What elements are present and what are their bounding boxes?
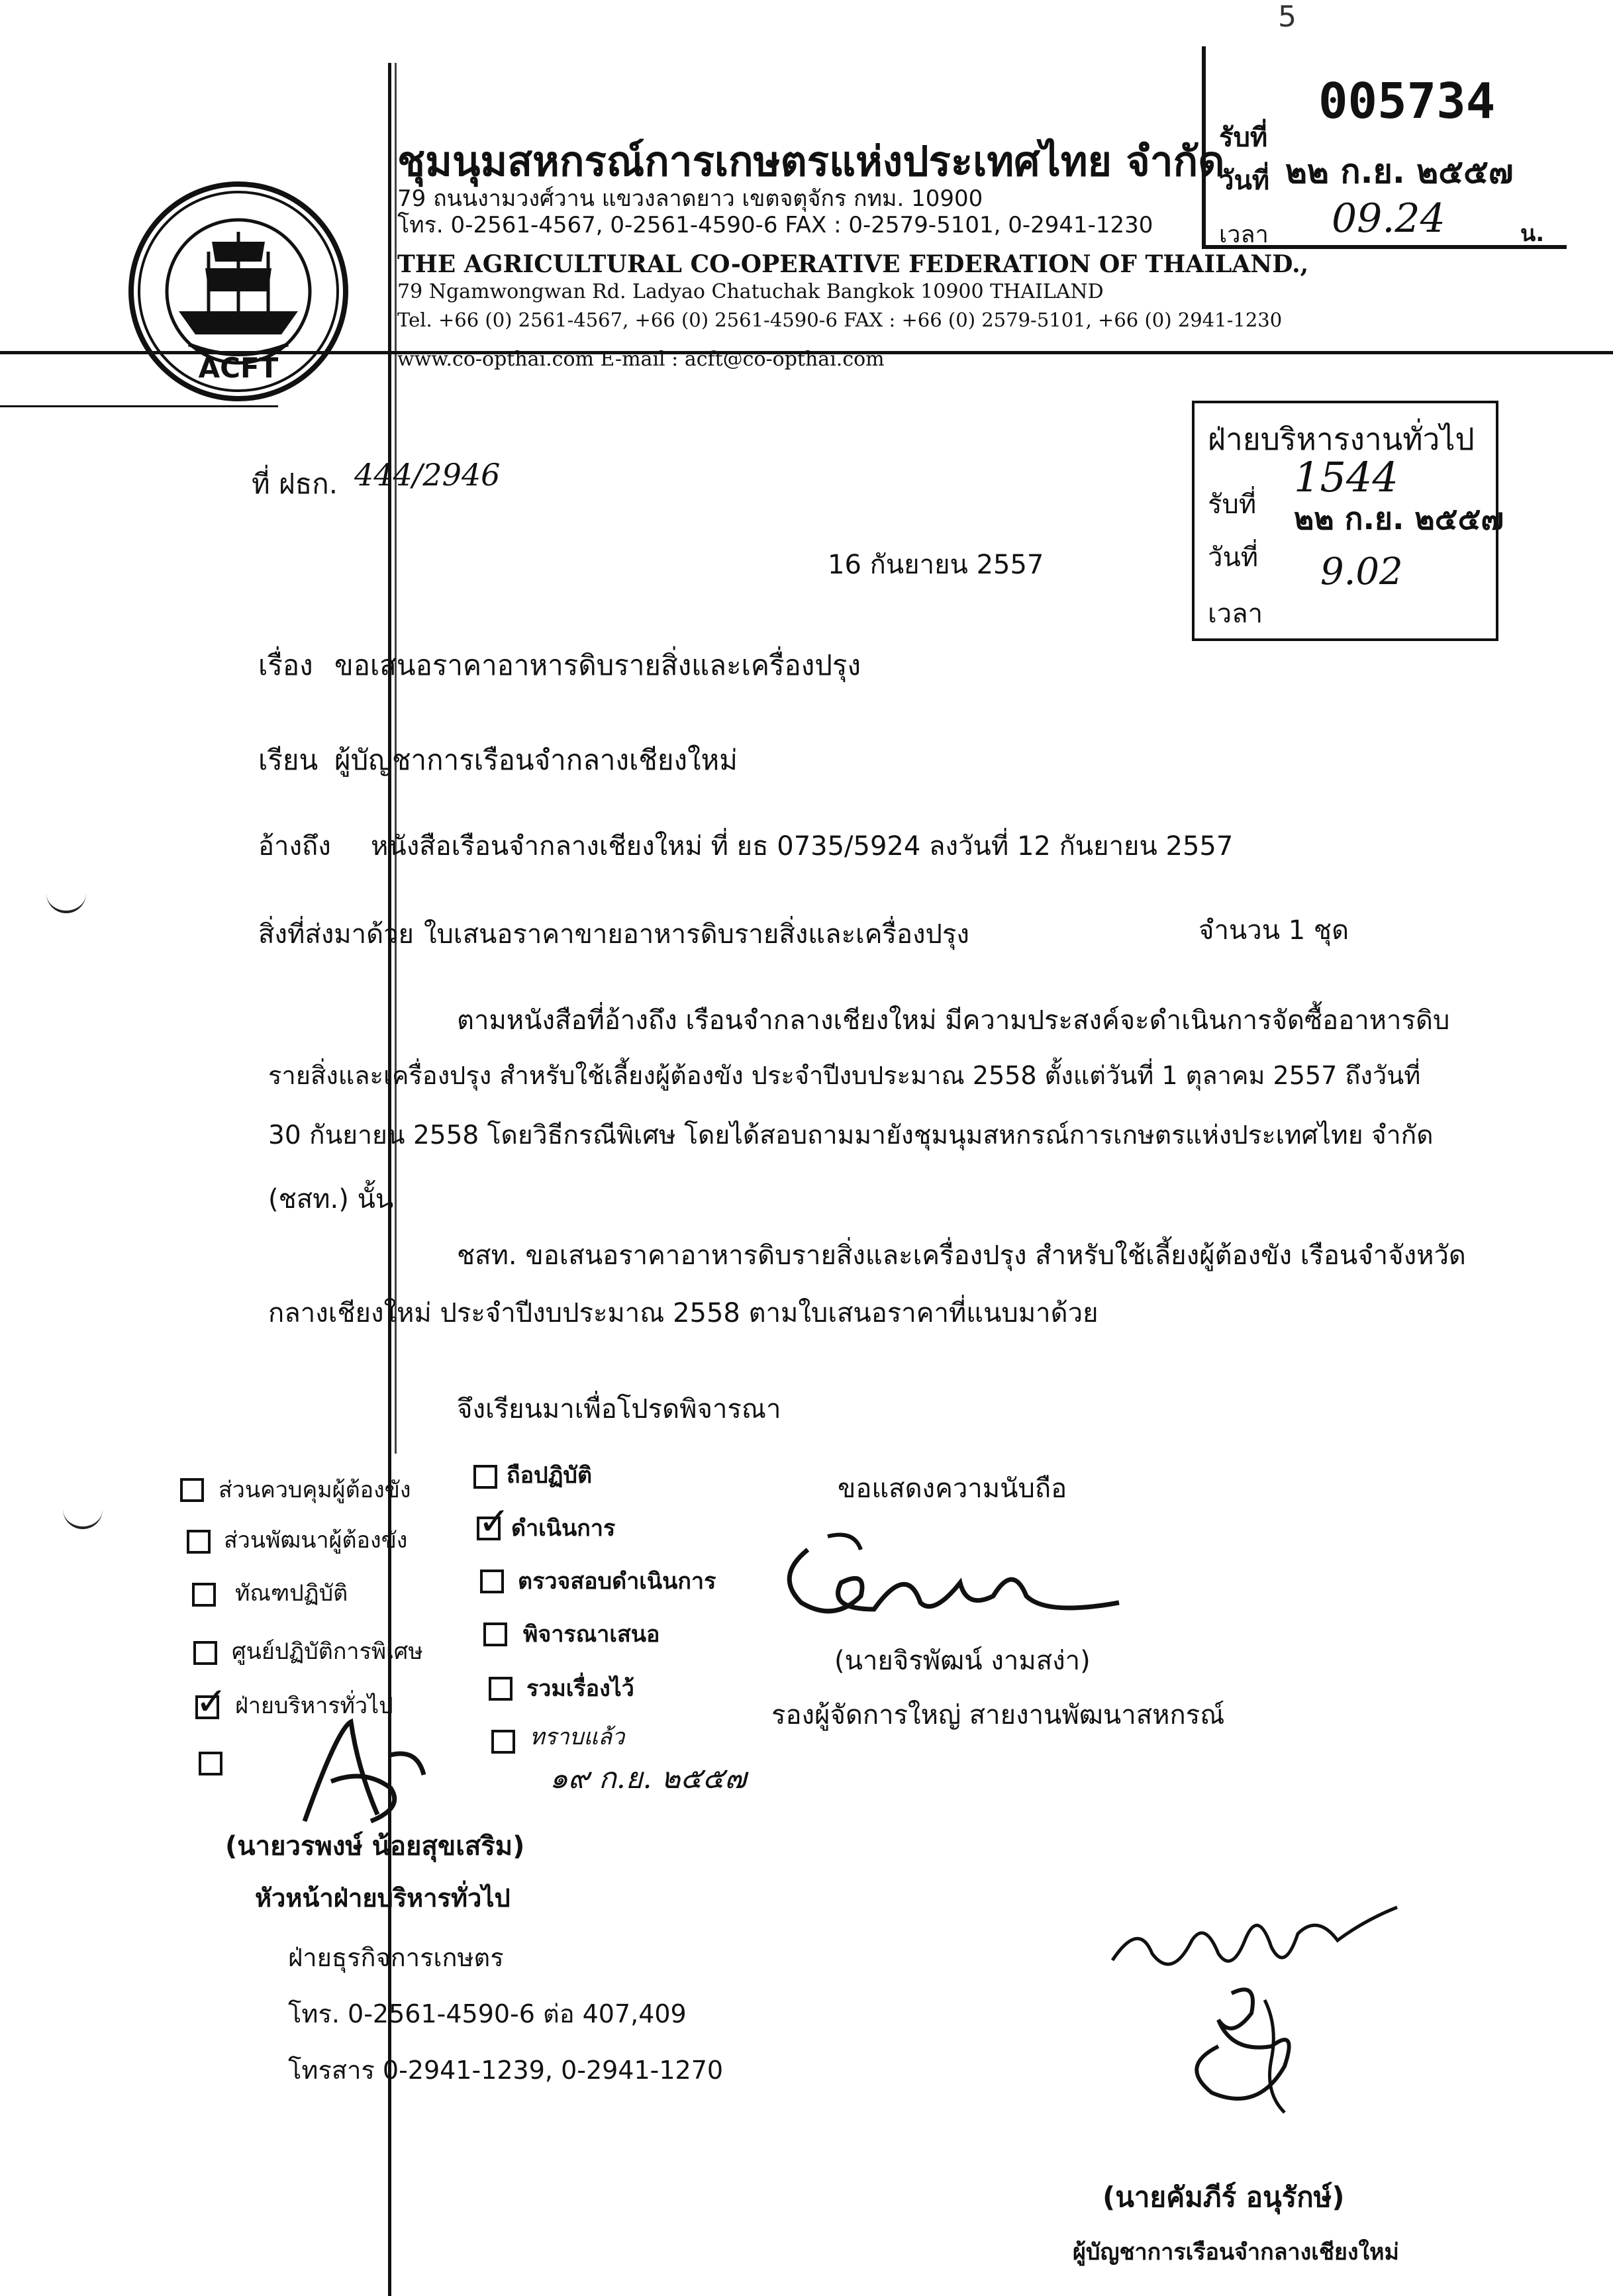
signature-director: [1099, 1894, 1417, 2132]
scan-mark: [63, 1500, 103, 1529]
stamp-recv-date: ๒๒ ก.ย. ๒๕๕๗: [1285, 152, 1514, 191]
logo-text: ACFT: [198, 352, 279, 384]
para1-line3: 30 กันยายน 2558 โดยวิธีกรณีพิเศษ โดยได้สอบถามมายังชุมนุมสหกรณ์การเกษตรแห่งประเทศไทย จำกัด: [268, 1121, 1434, 1150]
routing-checkbox[interactable]: [193, 1641, 217, 1665]
routing-checkbox[interactable]: [192, 1583, 216, 1607]
routing-label: พิจารณาเสนอ: [523, 1621, 660, 1648]
admin-time-label: เวลา: [1208, 599, 1263, 629]
routing-checkbox[interactable]: [491, 1730, 515, 1754]
director-title: ผู้บัญชาการเรือนจำกลางเชียงใหม่: [1073, 2239, 1399, 2266]
to: ผู้บัญชาการเรือนจำกลางเชียงใหม่: [334, 744, 738, 776]
stamp-time-suffix: น.: [1520, 221, 1545, 247]
letter-date: 16 กันยายน 2557: [828, 550, 1044, 580]
signature-contact: [291, 1715, 437, 1828]
routing-date: ๑๙ ก.ย. ๒๕๕๗: [550, 1762, 747, 1795]
admin-time: 9.02: [1320, 550, 1403, 593]
para2-line1: ชสท. ขอเสนอราคาอาหารดิบรายสิ่งและเครื่องปรุง สำหรับใช้เลี้ยงผู้ต้องขัง เรือนจำจังหวัด: [457, 1240, 1466, 1271]
enclosure: ใบเสนอราคาขายอาหารดิบรายสิ่งและเครื่องปรุง: [424, 919, 969, 950]
para1-line4: (ชสท.) นั้น: [268, 1184, 394, 1215]
routing-label: ส่วนควบคุมผู้ต้องขัง: [219, 1477, 411, 1503]
routing-label: ถือปฏิบัติ: [507, 1462, 593, 1489]
routing-checkbox[interactable]: [187, 1530, 211, 1554]
admin-recv-no: 1544: [1294, 453, 1398, 501]
check-mark-icon: ✓: [195, 1679, 228, 1724]
routing-checkbox[interactable]: [483, 1622, 507, 1646]
header-rule-thin: [0, 405, 278, 407]
routing-label: ศูนย์ปฏิบัติการพิเศษ: [232, 1638, 423, 1665]
routing-label: ฝ่ายบริหารทั่วไป: [235, 1693, 393, 1719]
admin-date-label: วันที่: [1208, 542, 1259, 573]
director-name: (นายคัมภีร์ อนุรักษ์): [1102, 2181, 1345, 2213]
stamp-number: 005734: [1318, 73, 1496, 130]
routing-label: รวมเรื่องไว้: [526, 1675, 634, 1702]
receipt-stamp-top: [1202, 46, 1567, 249]
address-th: 79 ถนนงามวงศ์วาน แขวงลาดยาว เขตจตุจักร กทม. 10900: [397, 185, 983, 212]
check-mark-icon: ✓: [478, 1499, 511, 1544]
closing: จึงเรียนมาเพื่อโปรดพิจารณา: [457, 1394, 781, 1424]
subject: ขอเสนอราคาอาหารดิบรายสิ่งและเครื่องปรุง: [334, 649, 861, 681]
org-name-th: ชุมนุมสหกรณ์การเกษตรแห่งประเทศไทย จำกัด: [397, 137, 1225, 185]
ref-no-label: ที่ ฝธก.: [252, 468, 338, 500]
routing-label: ทัณฑปฏิบัติ: [235, 1580, 348, 1607]
org-name-en: THE AGRICULTURAL CO-OPERATIVE FEDERATION OF THAILAND.,: [397, 250, 1309, 278]
web-email-en: www.co-opthai.com E-mail : acft@co-opthai.com: [397, 348, 885, 371]
routing-label: ส่วนพัฒนาผู้ต้องขัง: [224, 1527, 408, 1554]
para1-line2: รายสิ่งและเครื่องปรุง สำหรับใช้เลี้ยงผู้ต้องขัง ประจำปีงบประมาณ 2558 ตั้งแต่วันที่ 1 ตุลาคม 2557 ถึงวันที่: [268, 1061, 1421, 1090]
signer-title: รองผู้จัดการใหญ่ สายงานพัฒนาสหกรณ์: [771, 1700, 1225, 1730]
acft-logo: [126, 179, 351, 404]
stamp-date-label: วันที่: [1219, 166, 1270, 196]
routing-checkbox[interactable]: [199, 1752, 222, 1775]
admin-receipt-stamp: [1192, 401, 1504, 641]
ref-label: อ้างถึง: [258, 831, 331, 862]
scan-mark: [46, 884, 86, 913]
para1-line1: ตามหนังสือที่อ้างถึง เรือนจำกลางเชียงใหม่ มีความประสงค์จะดำเนินการจัดซื้ออาหารดิบ: [457, 1005, 1450, 1036]
admin-stamp-title: ฝ่ายบริหารงานทั่วไป: [1208, 421, 1475, 457]
admin-recv-date: ๒๒ ก.ย. ๒๕๕๗: [1294, 501, 1504, 536]
admin-recv-label: รับที่: [1208, 489, 1257, 520]
para2-line2: กลางเชียงใหม่ ประจำปีงบประมาณ 2558 ตามใบเสนอราคาที่แนบมาด้วย: [268, 1298, 1099, 1328]
routing-label: ทราบแล้ว: [530, 1724, 625, 1750]
contact-phone: โทร. 0-2561-4590-6 ต่อ 407,409: [288, 1999, 687, 2028]
contact-title: หัวหน้าฝ่ายบริหารทั่วไป: [255, 1883, 511, 1913]
routing-checkbox[interactable]: [480, 1570, 504, 1593]
phone-en: Tel. +66 (0) 2561-4567, +66 (0) 2561-4590-6 FAX : +66 (0) 2579-5101, +66 (0) 2941-1230: [397, 309, 1283, 331]
ref-no: 444/2946: [354, 457, 501, 493]
routing-checkbox[interactable]: [473, 1465, 497, 1489]
contact-dept: ฝ่ายธุรกิจการเกษตร: [288, 1943, 504, 1972]
routing-label: ตรวจสอบดำเนินการ: [518, 1568, 716, 1595]
respect-text: ขอแสดงความนับถือ: [838, 1473, 1067, 1504]
address-en: 79 Ngamwongwan Rd. Ladyao Chatuchak Bangkok 10900 THAILAND: [397, 280, 1104, 303]
page-number: 5: [1278, 0, 1296, 34]
routing-checkbox[interactable]: [489, 1677, 513, 1701]
enclosure-label: สิ่งที่ส่งมาด้วย: [258, 919, 414, 950]
enclosure-qty: จำนวน 1 ชุด: [1198, 915, 1349, 946]
contact-name: (นายวรพงษ์ น้อยสุขเสริม): [225, 1831, 525, 1862]
routing-label: ดำเนินการ: [511, 1515, 616, 1542]
stamp-recv-label: รับที่: [1219, 123, 1268, 153]
subject-label: เรื่อง: [258, 649, 313, 681]
contact-fax: โทรสาร 0-2941-1239, 0-2941-1270: [288, 2056, 724, 2085]
to-label: เรียน: [258, 744, 318, 776]
routing-checkbox[interactable]: [180, 1478, 204, 1502]
stamp-time: 09.24: [1332, 195, 1445, 242]
ref: หนังสือเรือนจำกลางเชียงใหม่ ที่ ยธ 0735/5924 ลงวันที่ 12 กันยายน 2557: [371, 831, 1234, 862]
signer-name: (นายจิรพัฒน์ งามสง่า): [834, 1646, 1091, 1676]
stamp-time-label: เวลา: [1219, 221, 1269, 248]
signature-vp: [761, 1523, 1132, 1636]
phone-th: โทร. 0-2561-4567, 0-2561-4590-6 FAX : 0-2579-5101, 0-2941-1230: [397, 212, 1153, 238]
